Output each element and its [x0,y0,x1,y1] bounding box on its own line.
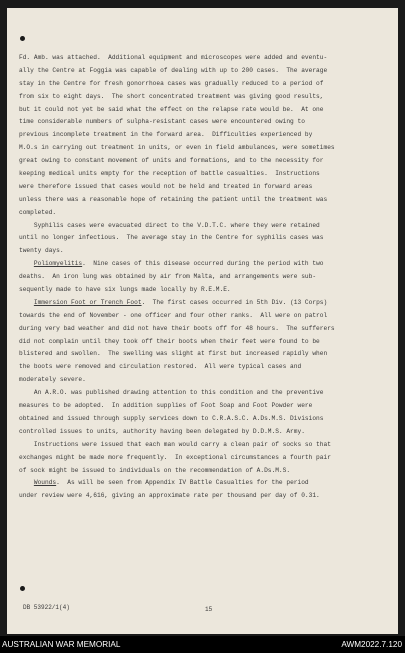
text-line: until no longer infectious. The average stay in the Centre for syphilis cases was [19,234,324,242]
text-line: of sock might be issued to individuals on the recommendation of A.Ds.M.S. [19,466,291,474]
text-line: Poliomyelitis. Nine cases of this disease occurred during the period with two [33,260,324,268]
text-line: keeping medical units empty for the reception of battle casualties. Instructions [19,170,320,178]
text-line: controlled issues to units, authority having been delegated by D.D.M.S. Army. [19,427,305,435]
text-line: Instructions were issued that each man would carry a clean pair of socks so that [19,440,331,448]
document-page [7,8,398,634]
text-line: Wounds. As will be seen from Appendix IV Battle Casualties for the period [33,479,309,487]
punch-hole [20,586,25,591]
footer-institution: AUSTRALIAN WAR MEMORIAL [2,640,121,649]
footer-accession: AWM2022.7.120 [341,640,402,649]
section-heading: Wounds [33,479,57,487]
text-line: M.O.s in carrying out treatment in units, or even in field ambulances, were sometimes [19,144,335,152]
text-line: but it could not yet be said what the effect on the relapse rate would be. At one [19,105,324,113]
document-body [19,52,391,503]
text-line: measures to be adopted. In addition supplies of Foot Soap and Foot Powder were [19,402,313,410]
text-line: the boots were removed and circulation restored. All were typical cases and [19,363,302,371]
text-line: obtained and issued through supply services down to C.R.A.S.C. A.Ds.M.S. Divisions [19,414,324,422]
text-line: sequently made to have six lungs made locally by R.E.M.E. [19,286,231,294]
text-line: stay in the Centre for fresh gonorrhoea cases was gradually reduced to a period of [19,79,324,87]
text-line: Immersion Foot or Trench Foot. The first cases occurred in 5th Div. (13 Corps) [33,298,328,306]
text-line: towards the end of November - one officer and four other ranks. All were on patrol [19,311,328,319]
document-reference: DB 53922/1(4) [23,604,70,611]
archive-footer [0,636,405,653]
section-heading: Immersion Foot or Trench Foot [33,298,142,306]
text-line: great owing to constant movement of units and formations, and to the necessity for [19,157,324,165]
text-line: under review were 4,616, giving an approximate rate per thousand per day of 0.31. [19,492,320,500]
section-heading: Poliomyelitis [33,260,83,268]
text-line: unless there was a reasonable hope of retaining the patient until the treatment was [19,195,328,203]
text-line: previous incomplete treatment in the forward area. Difficulties experienced by [19,131,313,139]
text-line: from six to eight days. The short concentrated treatment was giving good results, [19,92,324,100]
text-line: twenty days. [19,247,64,255]
text-line: during very bad weather and did not have their boots off for 48 hours. The sufferers [19,324,335,332]
text-line: were therefore issued that cases would not be held and treated in forward areas [19,182,313,190]
text-line: time considerable numbers of sulpha-resistant cases were encountered owing to [19,118,305,126]
text-line: moderately severe. [19,376,86,384]
text-line: did not complain until they took off their boots when their feet were found to be [19,337,320,345]
page-number: 15 [205,606,213,613]
text-line: exchanges might be made more frequently. In exceptional circumstances a fourth pair [19,453,331,461]
text-line: Fd. Amb. was attached. Additional equipment and microscopes were added and eventu- [19,54,328,61]
text-line: An A.R.O. was published drawing attention to this condition and the preventive [19,389,324,397]
text-line: blistered and swollen. The swelling was slight at first but increased rapidly when [19,350,328,358]
text-line: completed. [19,208,57,216]
text-line: Syphilis cases were evacuated direct to the V.D.T.C. where they were retained [19,221,320,229]
text-line: ally the Centre at Foggia was capable of dealing with up to 200 cases. The average [19,66,328,74]
text-line: deaths. An iron lung was obtained by air from Malta, and arrangements were sub- [19,273,317,281]
punch-hole [20,36,25,41]
